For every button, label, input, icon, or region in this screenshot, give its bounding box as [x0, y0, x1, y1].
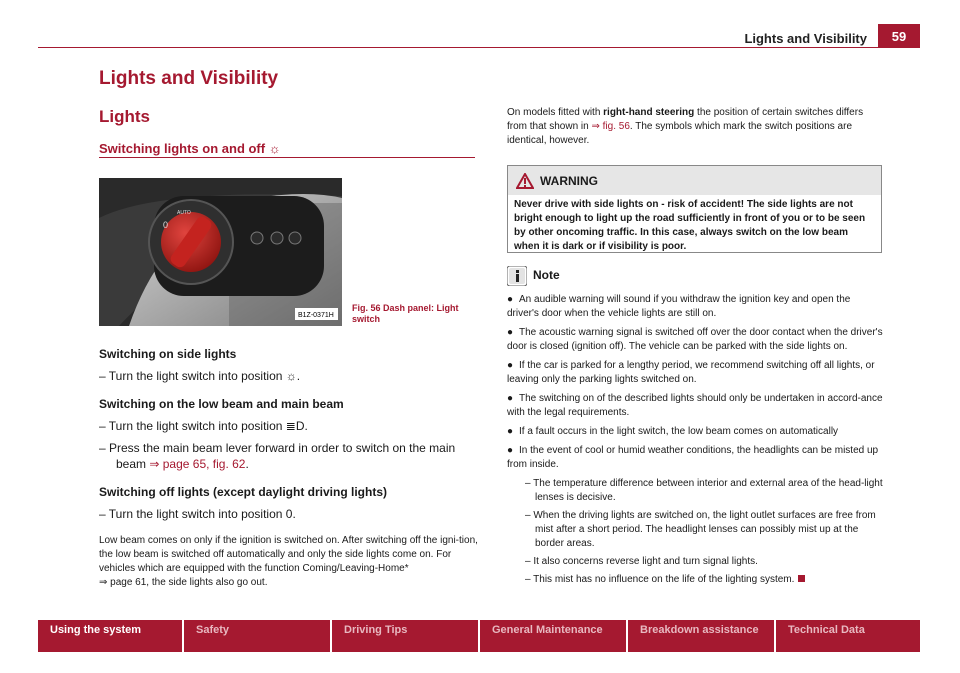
subsection-rule: [99, 157, 475, 158]
low-beam-step: – Turn the light switch into position ≣D.: [99, 419, 308, 433]
figure-code: B1Z-0371H: [298, 312, 334, 319]
light-switch-figure: [99, 178, 342, 326]
warning-text: Never drive with side lights on - risk of accident! The side lights are not bright enough to light up the road sufficiently in front of you or to be seen by other oncoming traffic. In this case, always switch on the low beam when it is dark or if visibility is poor.: [514, 199, 866, 252]
footer-nav: [38, 620, 922, 652]
warning-box: [507, 165, 882, 253]
note-dash-item: – It also concerns reverse light and turn signal lights.: [525, 556, 758, 567]
footer-tab-safety[interactable]: Safety: [184, 620, 330, 652]
page-65-link[interactable]: ⇒ page 65, fig. 62: [149, 457, 246, 471]
note-bullet: ● An audible warning will sound if you withdraw the ignition key and open the driver's door when the vehicle lights are still on.: [507, 294, 851, 319]
warning-header: [508, 166, 881, 195]
lights-off-heading: Switching off lights (except daylight driving lights): [99, 485, 388, 499]
ignition-note: Low beam comes on only if the ignition is switched on. After switching off the igni-tion, the low beam is switched off automatically and only the side lights come on. For vehicles which are equipped with the function Coming/Leaving-Home*: [99, 535, 478, 574]
switch-auto-label: AUTO: [177, 210, 191, 216]
footer-tab-driving-tips[interactable]: Driving Tips: [332, 620, 478, 652]
section-title: Lights: [99, 107, 150, 126]
switch-zero-label: 0: [163, 220, 169, 230]
light-switch-illustration: [99, 178, 342, 326]
note-list: [507, 293, 883, 591]
rhd-intro: On models fitted with right-hand steering the position of certain switches differs from that shown in ⇒ fig. 56. The symbols which mark the switch positions are identical, however.: [507, 107, 864, 146]
lights-off-step: – Turn the light switch into position 0.: [99, 507, 296, 521]
note-dash-item: – When the driving lights are switched on, the light outlet surfaces are free from mist after a short period. The headlight lenses can possibly mist up at the border areas.: [525, 510, 876, 549]
page-number: 59: [878, 24, 920, 48]
left-column: [99, 346, 479, 590]
chapter-title: Lights and Visibility: [99, 68, 279, 89]
coming-leaving-home-ref: ⇒ page 61, the side lights also go out.: [99, 577, 268, 588]
note-info-icon: [507, 266, 527, 286]
footer-tab-technical-data[interactable]: Technical Data: [776, 620, 920, 652]
warning-triangle-icon: [516, 173, 534, 189]
note-bullet: ● In the event of cool or humid weather conditions, the headlights can be misted up from inside.: [507, 445, 879, 470]
note-dash-item: – The temperature difference between interior and external area of the head-light lenses is decisive.: [525, 478, 883, 503]
figure-caption: Fig. 56 Dash panel: Light switch: [352, 303, 459, 324]
note-bullet: ● The acoustic warning signal is switched off over the door contact when the driver's door is closed (ignition off). The vehicle can be parked with the side lights on.: [507, 327, 883, 352]
footer-tab-general-maintenance[interactable]: General Maintenance: [480, 620, 626, 652]
side-lights-heading: Switching on side lights: [99, 347, 237, 361]
footer-tab-using-the-system[interactable]: Using the system: [38, 620, 182, 652]
low-main-beam-heading: Switching on the low beam and main beam: [99, 397, 344, 411]
note-title: Note: [533, 268, 560, 282]
fig-56-link[interactable]: ⇒ fig. 56: [591, 121, 630, 132]
side-lights-step: – Turn the light switch into position ☼.: [99, 369, 301, 383]
note-dash-item: – This mist has no influence on the life of the lighting system.: [525, 573, 883, 587]
low-beam-icon: ≣D: [285, 419, 305, 433]
header-rule: [38, 47, 883, 48]
side-lights-icon: ☼: [285, 369, 297, 383]
end-of-section-marker: [798, 575, 805, 582]
footer-tab-breakdown-assistance[interactable]: Breakdown assistance: [628, 620, 774, 652]
subsection-title: Switching lights on and off ☼: [99, 141, 281, 156]
warning-title: WARNING: [540, 174, 598, 188]
main-beam-step: – Press the main beam lever forward in order to switch on the main beam ⇒ page 65, fig. 62.: [99, 441, 456, 471]
note-bullet: ● If the car is parked for a lengthy period, we recommend switching off all lights, or leaving only the parking lights switched on.: [507, 360, 875, 385]
note-bullet: ● If a fault occurs in the light switch, the low beam comes on automatically: [507, 426, 839, 437]
note-bullet: ● The switching on of the described lights should only be undertaken in accord-ance with the legal requirements.: [507, 393, 883, 418]
running-header-title: Lights and Visibility: [744, 31, 867, 46]
side-light-sun-icon: ☼: [268, 141, 281, 156]
